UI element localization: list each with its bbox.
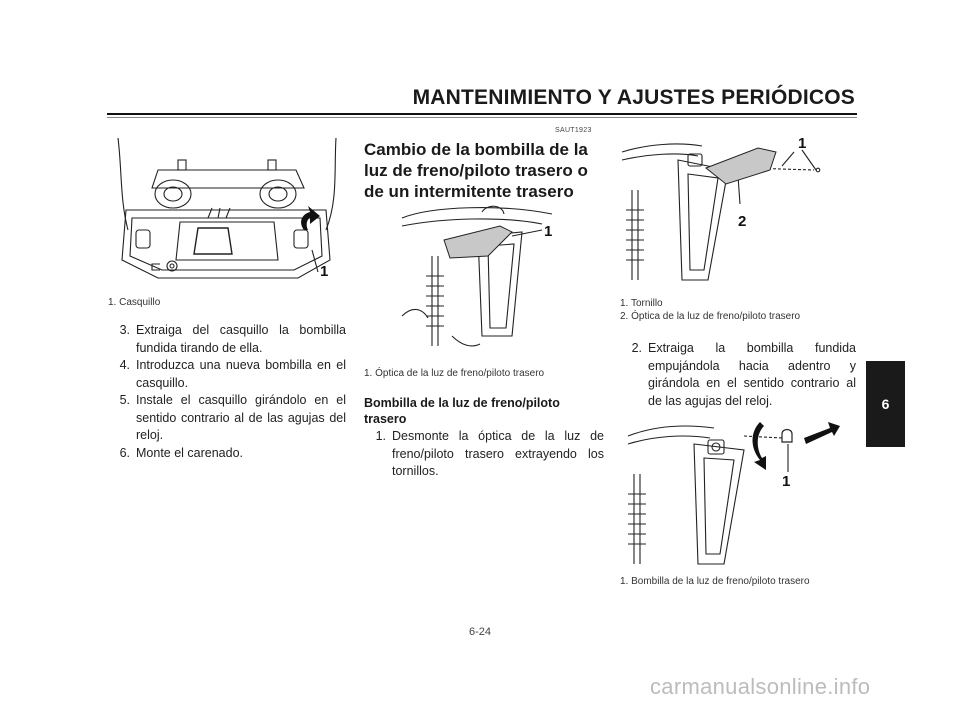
figure-caption: 1. Bombilla de la luz de freno/piloto trasero: [620, 576, 810, 587]
chapter-tab-number: 6: [881, 396, 890, 412]
step-number: 5.: [119, 393, 130, 407]
step-item: [108, 445, 346, 463]
step-number: 3.: [119, 323, 130, 337]
step-text: Desmonte la óptica de la luz de freno/piloto trasero extrayendo los tornillos.: [392, 429, 604, 478]
section-title: Cambio de la bombilla de la luz de freno/piloto trasero o de un intermitente trasero: [364, 140, 588, 201]
step-text: Extraiga del casquillo la bombilla fundida tirando de ella.: [136, 323, 346, 355]
header-rule: [107, 113, 857, 115]
right-steps: [620, 340, 856, 410]
figure-callout: 1: [782, 473, 791, 490]
left-steps: [108, 322, 346, 462]
step-text: Instale el casquillo girándolo en el sentido contrario al de las agujas del reloj.: [136, 393, 346, 442]
step-item: [108, 322, 346, 357]
page-number: 6-24: [468, 626, 492, 638]
figure-headlight-socket: [108, 130, 346, 290]
figure-caption: 1. Casquillo: [108, 297, 161, 308]
figure-caption: 1. Tornillo: [620, 298, 663, 309]
step-item: [364, 428, 604, 481]
middle-steps: [364, 428, 604, 481]
header-rule-thin: [107, 117, 857, 118]
figure-callout: 2: [738, 213, 747, 230]
watermark: carmanualsonline.info: [650, 674, 871, 699]
step-number: 6.: [119, 445, 130, 460]
figure-callout: 1: [544, 223, 553, 240]
step-item: [620, 340, 856, 410]
chapter-tab: [866, 361, 905, 447]
figure-tail-light-screws: [618, 130, 848, 290]
figure-bulb-removal: [624, 414, 844, 569]
step-text: Introduzca una nueva bombilla en el casquillo.: [136, 358, 346, 390]
step-text: Extraiga la bombilla fundida empujándola hacia adentro y girándola en el sentido contrario al de las agujas del reloj.: [648, 341, 856, 408]
figure-caption: 1. Óptica de la luz de freno/piloto trasero: [364, 368, 545, 379]
figure-caption: 2. Óptica de la luz de freno/piloto trasero: [620, 311, 801, 322]
step-number: 2.: [631, 341, 642, 355]
page-header-title: MANTENIMIENTO Y AJUSTES PERIÓDICOS: [412, 86, 855, 109]
step-number: 1.: [375, 429, 386, 443]
figure-callout: 1: [798, 135, 807, 152]
step-item: [108, 357, 346, 392]
reference-code: SAUT1923: [555, 127, 592, 134]
step-text: Monte el carenado.: [136, 445, 244, 460]
figure-callout: 1: [320, 263, 329, 280]
figure-tail-light-lens: [392, 196, 592, 356]
step-item: [108, 392, 346, 445]
subheading: Bombilla de la luz de freno/piloto trasero: [364, 396, 560, 426]
step-number: 4.: [119, 358, 130, 372]
